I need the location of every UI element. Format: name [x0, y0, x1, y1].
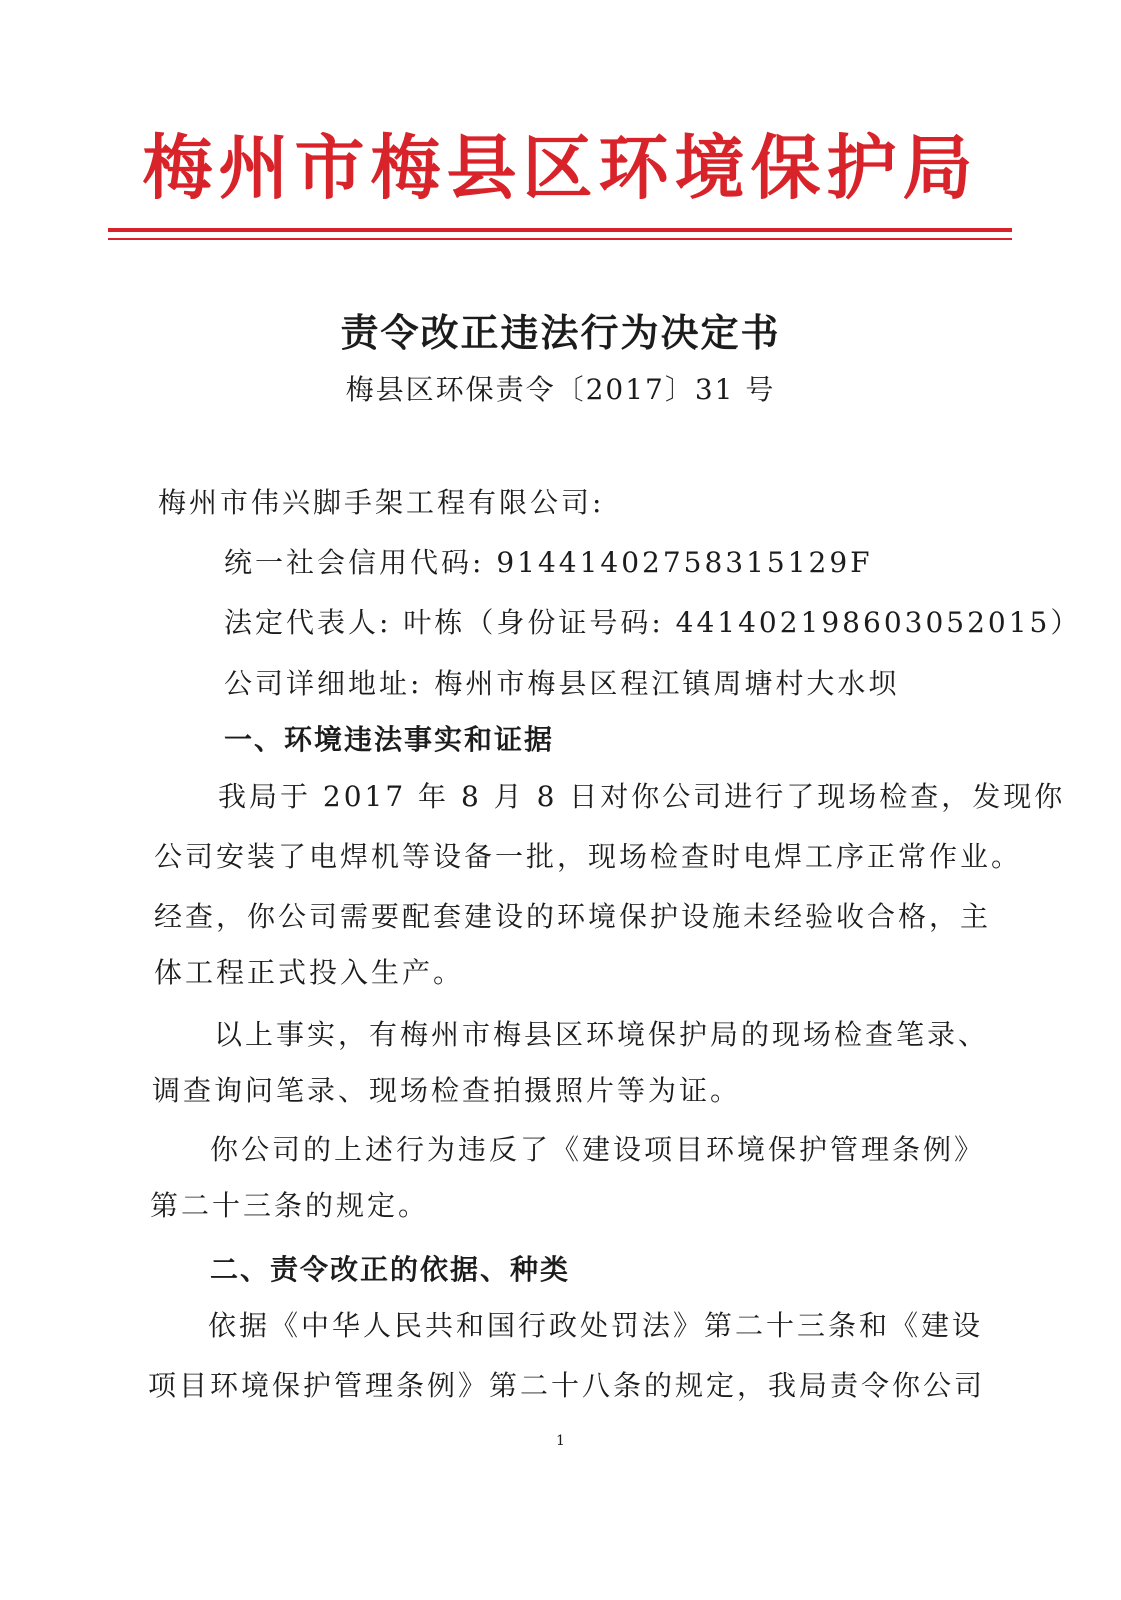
document-number: 梅县区环保责令〔2017〕31 号 [345, 373, 776, 406]
section-2-heading: 二、责令改正的依据、种类 [210, 1253, 571, 1286]
company-address: 公司详细地址: 梅州市梅县区程江镇周塘村大水坝 [224, 667, 900, 700]
section-1-paragraph-line: 经查，你公司需要配套建设的环境保护设施未经验收合格，主 [154, 900, 992, 933]
page-number: 1 [556, 1433, 565, 1449]
violation-paragraph-line: 第二十三条的规定。 [150, 1189, 430, 1222]
addressee: 梅州市伟兴脚手架工程有限公司: [158, 486, 605, 519]
section-1-paragraph-line: 公司安装了电焊机等设备一批，现场检查时电焊工序正常作业。 [154, 840, 1023, 873]
letterhead-rule-thin [108, 238, 1012, 240]
letterhead-rule-thick [108, 228, 1012, 232]
credit-code: 统一社会信用代码: 91441402758315129F [224, 546, 873, 579]
section-2-paragraph-line: 项目环境保护管理条例》第二十八条的规定，我局责令你公司 [148, 1369, 986, 1402]
section-1-heading: 一、环境违法事实和证据 [224, 723, 555, 756]
section-2-paragraph-line: 依据《中华人民共和国行政处罚法》第二十三条和《建设 [208, 1309, 984, 1342]
violation-paragraph-line: 你公司的上述行为违反了《建设项目环境保护管理条例》 [210, 1133, 986, 1166]
section-1-paragraph-line: 体工程正式投入生产。 [154, 956, 465, 989]
legal-representative: 法定代表人: 叶栋（身份证号码: 441402198603052015） [224, 606, 1082, 639]
evidence-paragraph-line: 调查询问笔录、现场检查拍摄照片等为证。 [152, 1074, 742, 1107]
section-1-paragraph-line: 我局于 2017 年 8 月 8 日对你公司进行了现场检查，发现你 [218, 780, 1066, 813]
document-title: 责令改正违法行为决定书 [340, 311, 781, 355]
letterhead-title: 梅州市梅县区环境保护局 [142, 126, 979, 209]
evidence-paragraph-line: 以上事实，有梅州市梅县区环境保护局的现场检查笔录、 [214, 1018, 990, 1051]
